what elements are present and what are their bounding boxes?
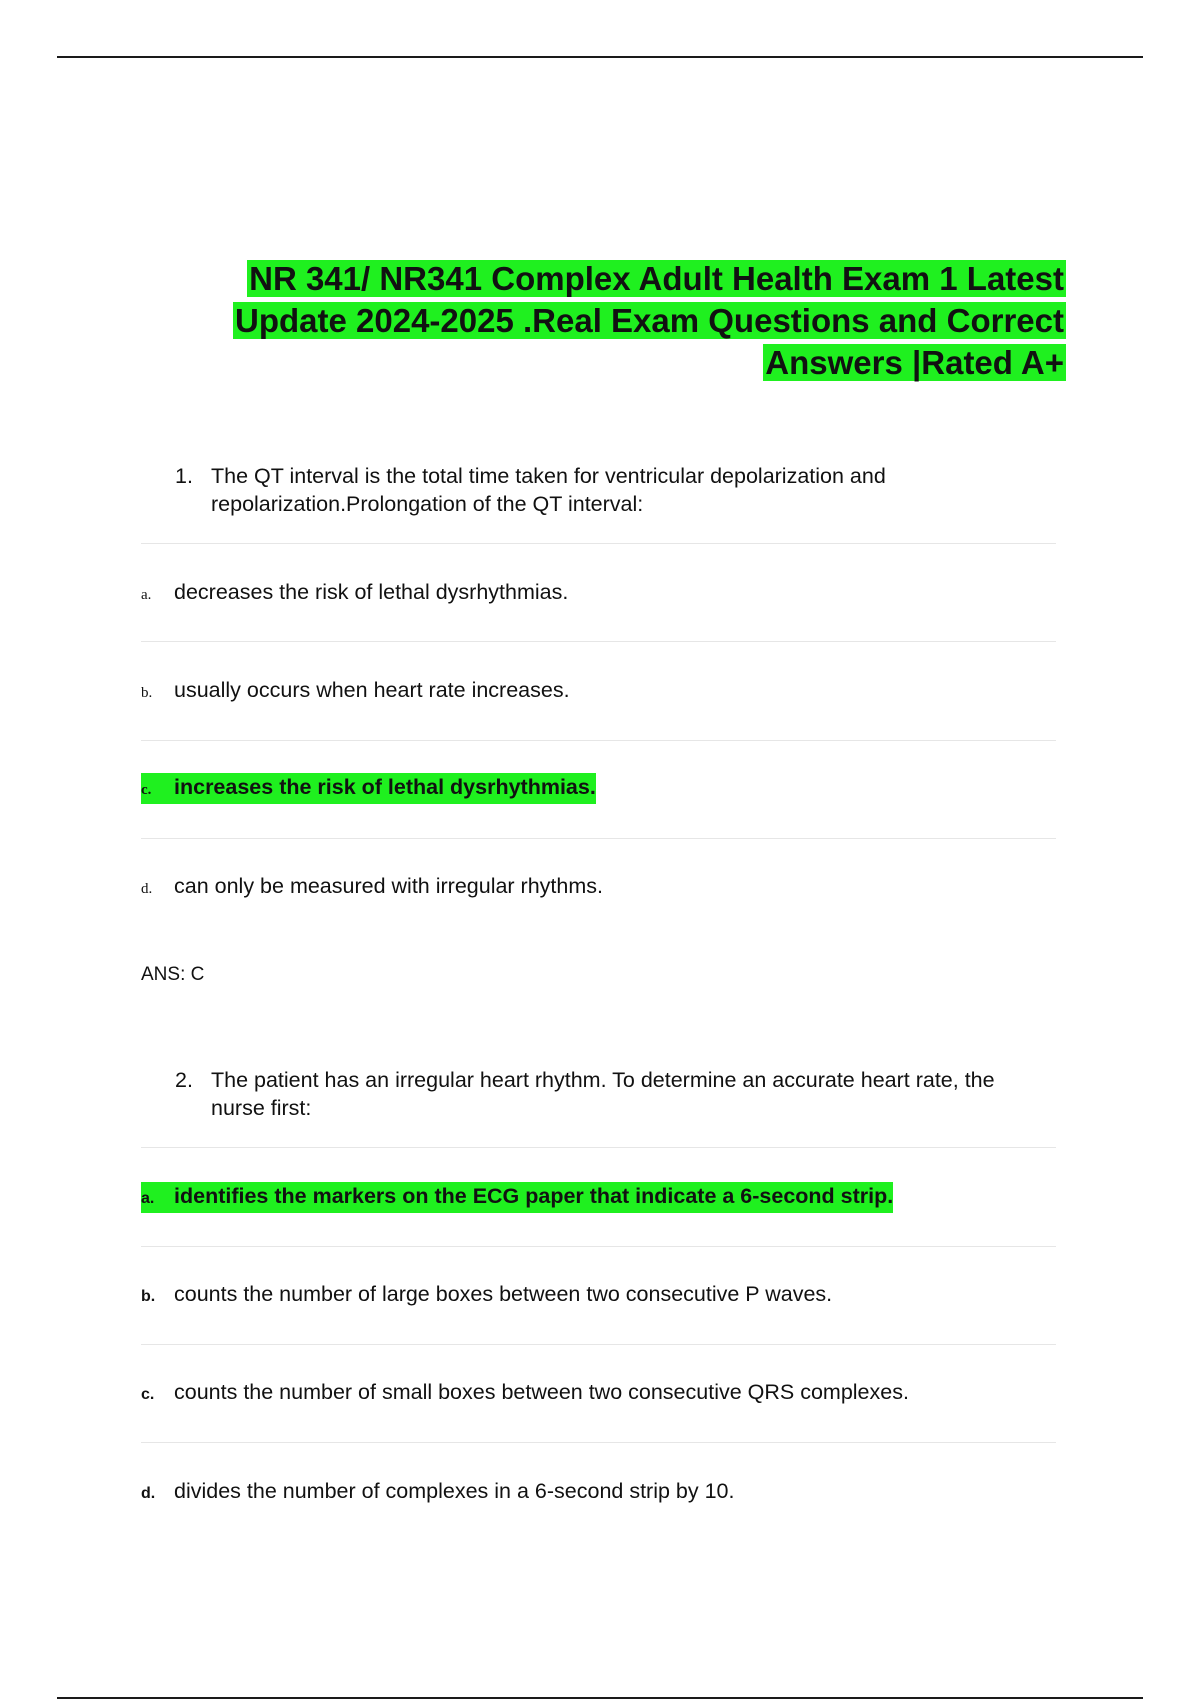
bottom-rule [57, 1697, 1143, 1699]
option-1d [141, 872, 603, 903]
option-text: counts the number of large boxes between two consecutive P waves. [174, 1282, 833, 1306]
separator [141, 1147, 1056, 1148]
separator [141, 1442, 1056, 1443]
top-rule [57, 56, 1143, 58]
separator [141, 1246, 1056, 1247]
option-2a-correct [141, 1182, 893, 1213]
option-letter: b. [141, 685, 153, 701]
title-line-3: Answers |Rated A+ [765, 344, 1064, 381]
question-text [211, 462, 1075, 518]
option-text: can only be measured with irregular rhythms. [174, 874, 603, 898]
option-2b [141, 1280, 832, 1311]
question-text-line: The patient has an irregular heart rhythm. To determine an accurate heart rate, the [211, 1068, 995, 1092]
option-letter: a. [141, 1190, 155, 1207]
answer-key: ANS: C [141, 964, 205, 985]
option-1a [141, 578, 568, 609]
separator [141, 543, 1056, 544]
option-text: usually occurs when heart rate increases. [174, 678, 570, 702]
option-letter: c. [141, 782, 152, 798]
question-number: 1. [175, 464, 193, 488]
option-letter: a. [141, 587, 152, 603]
option-letter: d. [141, 881, 153, 897]
question-1 [175, 462, 1075, 518]
option-2d [141, 1477, 735, 1508]
option-text: decreases the risk of lethal dysrhythmias. [174, 580, 569, 604]
question-number: 2. [175, 1068, 193, 1092]
question-text-line: nurse first: [211, 1096, 312, 1120]
option-letter: d. [141, 1485, 156, 1502]
question-text-line: repolarization.Prolongation of the QT interval: [211, 492, 644, 516]
separator [141, 641, 1056, 642]
document-title [150, 258, 1066, 384]
question-2 [175, 1066, 1075, 1122]
question-text-line: The QT interval is the total time taken for ventricular depolarization and [211, 464, 886, 488]
title-line-2: Update 2024-2025 .Real Exam Questions and Correct [235, 302, 1064, 339]
option-text: divides the number of complexes in a 6-second strip by 10. [174, 1479, 735, 1503]
option-1c-correct [141, 773, 596, 804]
option-text: increases the risk of lethal dysrhythmias. [174, 775, 596, 799]
title-line-1: NR 341/ NR341 Complex Adult Health Exam 1 Latest [249, 260, 1064, 297]
separator [141, 838, 1056, 839]
option-1b [141, 676, 570, 707]
separator [141, 1344, 1056, 1345]
option-letter: c. [141, 1386, 155, 1403]
option-letter: b. [141, 1288, 156, 1305]
option-text: identifies the markers on the ECG paper that indicate a 6-second strip. [174, 1184, 894, 1208]
question-text [211, 1066, 1075, 1122]
separator [141, 740, 1056, 741]
option-2c [141, 1378, 909, 1409]
option-text: counts the number of small boxes between two consecutive QRS complexes. [174, 1380, 909, 1404]
